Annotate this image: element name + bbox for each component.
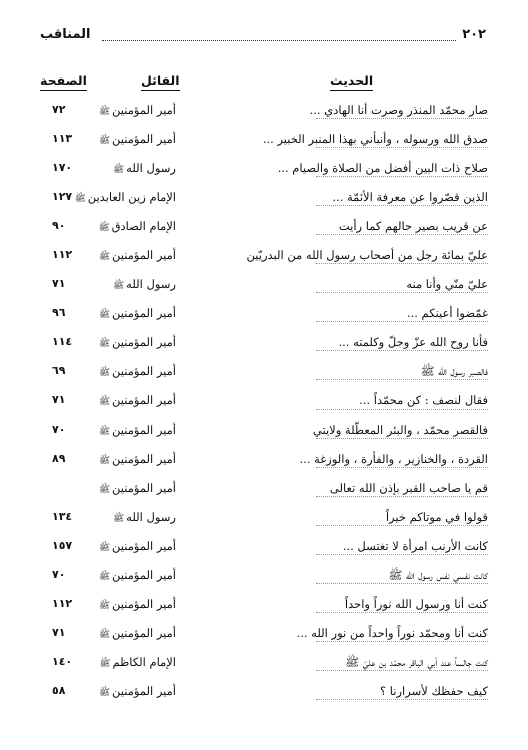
table-row [0,590,528,619]
honorific-glyph: ﷺ [99,426,111,437]
speaker-cell [99,219,176,235]
table-row [0,183,528,212]
speaker-cell [99,452,176,468]
speaker-cell [99,539,176,555]
speaker-cell [99,481,176,497]
page-number-cell: ١٢٧ [52,190,73,204]
page-number-cell: ٨٩ [52,451,66,465]
page-number-cell: ٧٠ [52,422,66,436]
speaker-name: أمير المؤمنين [112,393,176,408]
hadith-text: كيف حفظك لأسرارنا ؟ [380,683,488,698]
hadith-text: فقال لنصف : كن محمّداً ... [359,393,488,408]
honorific-glyph: ﷺ [99,310,111,321]
page-number-cell: ٩٠ [52,219,66,233]
speaker-cell [99,568,176,584]
page-number-cell: ٧٠ [52,567,66,581]
table-row [0,532,528,561]
honorific-glyph: ﷺ [99,368,111,379]
honorific-glyph: ﷺ [99,107,111,117]
hadith-text: كانت الأرنب امرأة لا تغتسل ... [342,538,488,553]
hadith-text: القردة ، والخنازير ، والفأرة ، والوزغة ... [299,451,488,466]
speaker-cell [75,190,176,206]
honorific-glyph: ﷺ [99,600,111,611]
speaker-cell [99,684,176,700]
speaker-name: رسول الله [126,161,176,176]
speaker-name: رسول الله [126,277,176,292]
speaker-cell [99,132,176,148]
speaker-cell [99,393,176,409]
table-row [0,125,528,154]
page-number-cell: ١٤٠ [52,654,73,668]
page-number-cell: ١١٤ [52,335,73,349]
page-number-cell: ٩٦ [52,306,66,320]
hadith-text: قولوا في موتاكم خيراً [385,509,488,524]
table-row [0,619,528,648]
speaker-cell [99,306,176,322]
table-row [0,299,528,328]
table-row [0,241,528,270]
speaker-name: أمير المؤمنين [112,248,176,263]
speaker-cell [99,423,176,439]
page-number-cell: ١٧٠ [52,161,73,175]
speaker-cell [100,655,176,671]
speaker-name: الإمام زين العابدين [87,190,176,205]
speaker-name: أمير المؤمنين [112,132,176,147]
honorific-glyph: ﷺ [99,629,111,640]
hadith-text: كنت أنا ورسول الله نوراً واحداً [344,596,488,611]
table-row [0,270,528,299]
hadith-text: قم يا صاحب القبر بإذن الله تعالى [329,480,488,495]
hadith-text: فأنا روح الله عزّ وجلّ وكلمته ... [338,335,488,350]
honorific-glyph: ﷺ [113,165,125,176]
speaker-cell [113,510,176,526]
page-number-cell: ٧١ [52,625,66,639]
honorific-glyph: ﷺ [99,687,111,698]
running-title: المناقب [40,27,91,42]
hadith-text: عليّ منّي وأنا منه [406,277,488,292]
hadith-text: عن قريب بصير حالهم كما رأيت [338,219,488,234]
page-number-cell: ١١٣ [52,132,73,146]
honorific-glyph: ﷺ [98,223,110,234]
page-number-cell: ٧١ [52,277,66,291]
honorific-glyph: ﷺ [113,513,125,524]
speaker-name: أمير المؤمنين [112,451,176,466]
hadith-text: عليّ بمائة رجل من أصحاب رسول الله من البدريّين [246,248,488,263]
honorific-glyph: ﷺ [99,252,111,263]
speaker-cell [99,335,176,351]
honorific-glyph: ﷺ [99,658,111,669]
page-number: ٢٠٢ [462,27,486,42]
hadith-text: غمّضوا أعينكم ... [406,306,488,321]
honorific-glyph: ﷺ [99,455,111,466]
honorific-glyph: ﷺ [99,484,111,495]
hadith-text: فالقصر محمّد ، والبئر المعطّلة ولايتي [312,422,488,437]
header-dotted-leader [102,40,456,41]
table-row [0,445,528,474]
hadith-text: فالصبر رسول الله ﷺ [420,364,488,379]
hadith-text: صلاح ذات البين أفضل من الصلاة والصيام ... [277,161,488,176]
table-row [0,474,528,503]
honorific-glyph: ﷺ [113,281,125,292]
column-header-hadith: الحديث [330,73,374,88]
speaker-name: أمير المؤمنين [112,335,176,350]
speaker-name: أمير المؤمنين [112,596,176,611]
speaker-name: أمير المؤمنين [112,306,176,321]
speaker-name: أمير المؤمنين [112,422,176,437]
table-row [0,561,528,590]
honorific-glyph: ﷺ [99,571,111,582]
page-number-cell: ٦٩ [52,364,66,378]
honorific-glyph: ﷺ [99,339,111,350]
hadith-text: كنت جالساً عند أبي الباقر محمّد بن عليّ ﷺ [345,654,488,669]
hadith-text: الذين قصّروا عن معرفة الأئمّة ... [332,190,488,205]
column-header-page: الصفحة [40,73,87,88]
hadith-text: صدق الله ورسوله ، وأنبأني بهذا المنبر الخبير ... [262,132,488,147]
speaker-name: رسول الله [126,509,176,524]
table-row [0,154,528,183]
speaker-name: أمير المؤمنين [112,683,176,698]
table-row [0,96,528,125]
honorific-glyph: ﷺ [99,136,111,147]
index-table [0,96,528,706]
page-number-cell: ١١٢ [52,596,73,610]
table-row [0,677,528,706]
page-number-cell: ١٥٧ [52,538,73,552]
table-row [0,328,528,357]
honorific-glyph: ﷺ [99,397,111,408]
speaker-name: الإمام الصادق [111,219,176,234]
honorific-glyph: ﷺ [74,194,86,205]
column-header-qail: القائل [141,73,180,88]
page-number-cell: ٥٨ [52,683,66,697]
speaker-name: أمير المؤمنين [112,567,176,582]
table-row [0,503,528,532]
speaker-name: أمير المؤمنين [112,538,176,553]
speaker-name: أمير المؤمنين [112,103,176,117]
speaker-cell [113,277,176,293]
page-number-cell: ١١٢ [52,248,73,262]
table-row [0,357,528,386]
table-row [0,212,528,241]
page-header [40,27,486,47]
speaker-cell [99,626,176,642]
speaker-cell [99,364,176,380]
speaker-cell [99,103,176,119]
speaker-cell [99,597,176,613]
hadith-text: كنت أنا ومحمّد نوراً واحداً من نور الله ... [296,625,488,640]
honorific-glyph: ﷺ [99,542,111,553]
speaker-name: أمير المؤمنين [112,480,176,495]
page-number-cell: ٧١ [52,393,66,407]
speaker-name: أمير المؤمنين [112,364,176,379]
table-row [0,648,528,677]
table-row [0,386,528,415]
table-row [0,416,528,445]
speaker-name: الإمام الكاظم [112,654,176,669]
speaker-cell [99,248,176,264]
hadith-text: كانت نفسي نفس رسول الله ﷺ [388,567,488,582]
page-number-cell: ٧٢ [52,103,66,116]
speaker-name: أمير المؤمنين [112,625,176,640]
page-number-cell: ١٣٤ [52,509,73,523]
speaker-cell [113,161,176,177]
hadith-text: صار محمّد المنذر وصرت أنا الهادي ... [309,103,488,117]
